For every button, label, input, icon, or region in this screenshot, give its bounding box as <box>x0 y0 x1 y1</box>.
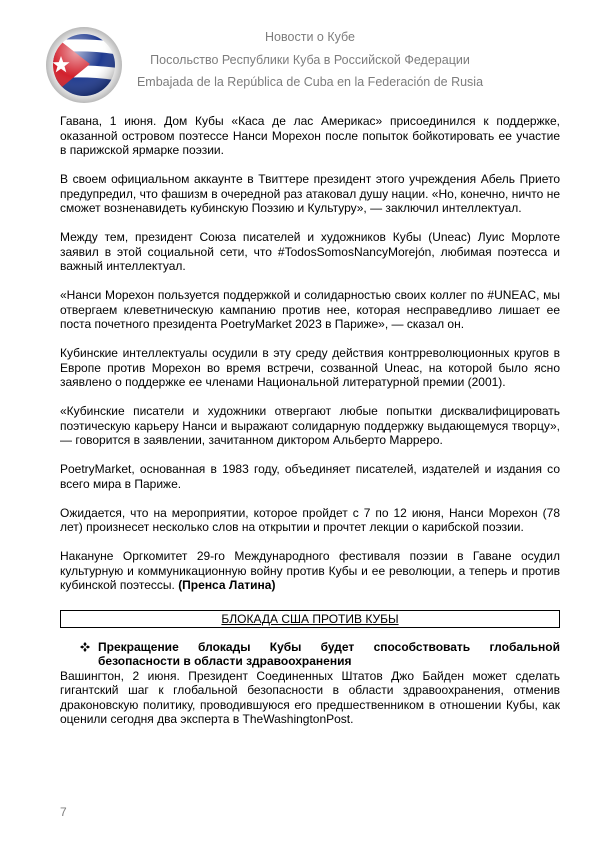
article-paragraph: Гавана, 1 июня. Дом Кубы «Каса де лас Америкас» присоединился к поддержке, оказанной островом поэтессе Нанси Морехон после попыток бойкотировать ее участие в парижской ярмарке поэзии. <box>60 114 560 157</box>
article-paragraph: В своем официальном аккаунте в Твиттере президент этого учреждения Абель Прието предупредил, что фашизм в очередной раз атаковал душу нации. «Но, конечно, ничто не сможет возненавидеть кубинскую Поэзию и Культуру», — заключил интеллектуал. <box>60 172 560 215</box>
article-paragraph: Кубинские интеллектуалы осудили в эту среду действия контрреволюционных кругов в Европе против Морехон во время встречи, созванной Uneac, на которой было ясно заявлено о поддержке ее членами Национальной литературной премии (2001). <box>60 346 560 389</box>
article-body: Вашингтон, 2 июня. Президент Соединенных Штатов Джо Байден может сделать гигантский шаг к глобальной безопасности в области здравоохранения, отменив драконовскую политику, проводившуюся его предшественником в отношении Кубы, как оценили сегодня два эксперта в TheWashingtonPost. <box>60 668 560 726</box>
article-paragraph: «Нанси Морехон пользуется поддержкой и солидарностью своих коллег по #UNEAC, мы отвергаем клеветническую кампанию против нее, которая несправедливо лишает ее поста почетного президента PoetryMarket 2023 в Париже», — сказал он. <box>60 288 560 331</box>
article-2 <box>60 640 560 727</box>
newsletter-title: Новости о Кубе <box>265 30 355 44</box>
article-paragraph: Между тем, президент Союза писателей и художников Кубы (Uneac) Луис Морлоте заявил в этой социальной сети, что #TodosSomosNancyMorejón, любимая поэтесса и важный интеллектуал. <box>60 230 560 273</box>
section-heading-box <box>60 610 560 628</box>
diamond-bullet-icon <box>80 642 90 652</box>
article-headline: Прекращение блокады Кубы будет способствовать глобальной безопасности в области здравоохранения <box>98 639 560 668</box>
article-paragraph: «Кубинские писатели и художники отвергают любые попытки дисквалифицировать поэтическую карьеру Нанси и выражают солидарную поддержку выдающемуся творцу», — говорится в заявлении, зачитанном диктором Альберто Марреро. <box>60 404 560 447</box>
page-number: 7 <box>60 805 67 819</box>
embassy-name-ru: Посольство Республики Куба в Российской Федерации <box>150 53 470 67</box>
article-1 <box>60 114 560 593</box>
section-heading: БЛОКАДА США ПРОТИВ КУБЫ <box>221 611 399 626</box>
page-content <box>60 114 560 741</box>
embassy-name-es: Embajada de la República de Cuba en la Federación de Rusia <box>136 75 484 89</box>
article-paragraph: Ожидается, что на мероприятии, которое пройдет с 7 по 12 июня, Нанси Морехон (78 лет) произнесет несколько слов на открытии и прочтет лекции о карибской поэзии. <box>60 505 560 534</box>
closing-paragraph-text: Накануне Оргкомитет 29-го Международного фестиваля поэзии в Гаване осудил культурную и коммуникационную войну против Кубы и ее революции, а теперь и против кубинской поэтессы. <box>60 549 560 592</box>
article-paragraph: PoetryMarket, основанная в 1983 году, объединяет писателей, издателей и издания со всего мира в Париже. <box>60 462 560 491</box>
article-headline-block <box>60 640 560 669</box>
article-source: (Пренса Латина) <box>178 578 276 592</box>
article-closing-paragraph <box>60 549 560 593</box>
